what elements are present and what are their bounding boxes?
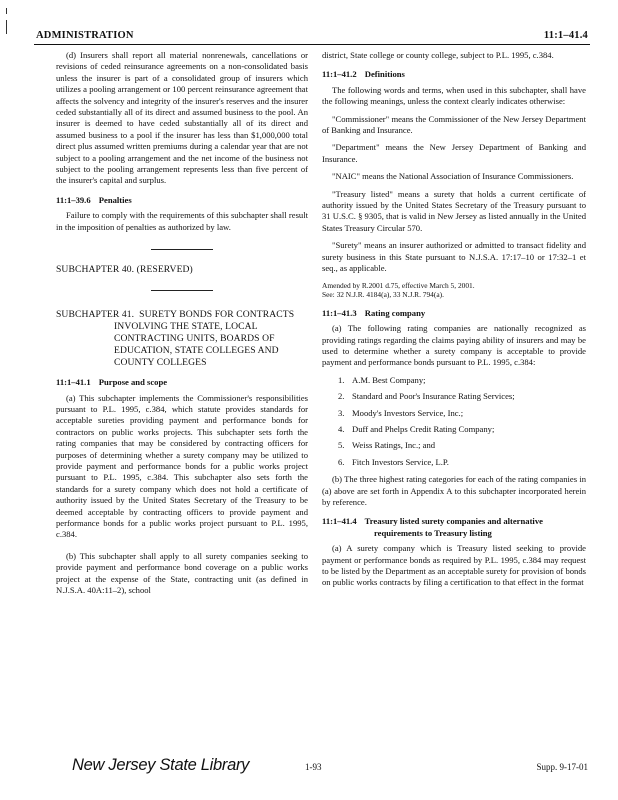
subchapter-41-title: SURETY BONDS FOR CONTRACTS INVOLVING THE STATE, LOCAL CONTRACTING UNITS, BOARDS OF EDUCATION, STATE COLLEGES AND COUNTY COLLEGES	[114, 309, 295, 369]
binder-mark	[6, 8, 7, 14]
paragraph-definitions-intro: The following words and terms, when used in this subchapter, shall have the following meanings, unless the context clearly indicates otherwise:	[322, 84, 586, 107]
section-number: 11:1–41.4	[322, 516, 357, 527]
subchapter-41-heading	[56, 309, 308, 369]
page-number: 1-93	[305, 762, 322, 772]
section-number: 11:1–41.2	[322, 69, 357, 80]
definition-commissioner: "Commissioner" means the Commissioner of the New Jersey Department of Banking and Insurance.	[322, 113, 586, 136]
definition-treasury-listed: "Treasury listed" means a surety that holds a current certificate of authority issued by the United States Secretary of the Treasury pursuant to 31 U.S.C. § 9305, that is valid in New Jersey as listed annually in the United States Treasury Circular 570.	[322, 188, 586, 233]
paragraph-41-3-b: (b) The three highest rating categories for each of the rating companies in (a) above are set forth in Appendix A to this subchapter incorporated herein by reference.	[322, 474, 586, 507]
definition-surety: "Surety" means an insurer authorized or admitted to transact fidelity and surety business in this State pursuant to N.J.S.A. 17:17–10 or 17:32–1 et seq., as applicable.	[322, 240, 586, 274]
paragraph-41-4-a: (a) A surety company which is Treasury listed seeking to provide payment or performance bonds as required by P.L. 1995, c.384 may request to be listed by the Department as an acceptable surety for provision of bonds on public works contracts by filing a certification to that effect in the format	[322, 543, 586, 588]
binder-mark	[6, 20, 7, 34]
list-item: 4. Duff and Phelps Credit Rating Company;	[338, 423, 495, 434]
section-heading-41-1	[56, 377, 308, 388]
paragraph-penalties: Failure to comply with the requirements of this subchapter shall result in the imposition of penalties as authorized by law.	[56, 210, 308, 232]
section-divider	[151, 249, 213, 250]
section-title: Penalties	[98, 194, 132, 205]
subchapter-40-heading: SUBCHAPTER 40. (RESERVED)	[56, 264, 193, 276]
section-number: 11:1–39.6	[56, 194, 91, 205]
list-item: 1. A.M. Best Company;	[338, 374, 426, 385]
list-item: 6. Fitch Investors Service, L.P.	[338, 456, 449, 467]
section-number: 11:1–41.1	[56, 377, 91, 388]
definition-naic: "NAIC" means the National Association of Insurance Commissioners.	[332, 171, 574, 182]
list-item: 5. Weiss Ratings, Inc.; and	[338, 440, 436, 451]
left-column	[56, 50, 308, 602]
running-header-right: 11:1–41.4	[543, 30, 588, 41]
right-column	[322, 50, 586, 595]
section-title: Rating company	[364, 307, 426, 318]
running-header-left: ADMINISTRATION	[36, 30, 134, 41]
section-title: Treasury listed surety companies and alternative requirements to Treasury listing	[364, 516, 543, 538]
section-number: 11:1–41.3	[322, 307, 357, 318]
list-item: 2. Standard and Poor's Insurance Rating Services;	[338, 391, 515, 402]
section-heading-41-2	[322, 69, 586, 80]
section-heading-41-4	[322, 516, 586, 539]
section-title: Definitions	[364, 69, 405, 80]
paragraph-41-1-b: (b) This subchapter shall apply to all surety companies seeking to provide payment and performance bond coverage on a public works project at the expense of the State, contracting unit (as defined in N.J.S.A. 40A:11–2), school	[56, 550, 308, 595]
paragraph-continued: district, State college or county college, subject to P.L. 1995, c.384.	[322, 50, 554, 60]
section-heading-39-6	[56, 195, 308, 206]
section-divider	[151, 290, 213, 291]
supplement-date: Supp. 9-17-01	[536, 762, 588, 772]
paragraph-d: (d) Insurers shall report all material nonrenewals, cancellations or revisions of ceded reinsurance agreements on a non-consolidated basis unless the insurer is part of a consolidated group of insurers which utilizes a pooling arrangement or 100 percent reinsurance agreement that affects the solvency and integrity of the insurer's reserves and the insurer ceded substantially all of its direct and assumed business to the pool. An insurer is deemed to have ceded substantially all of its direct and assumed business to a pool if the insurer has less than $1,000,000 total direct plus assumed written premiums during a calendar year that are not subject to a pooling arrangement and the net income of the business not subject to the pooling arrangement represents less than five percent of the insurer's capital and surplus.	[56, 50, 308, 186]
amendment-note-see: See: 32 N.J.R. 4184(a), 33 N.J.R. 794(a).	[322, 290, 444, 300]
library-logo: New Jersey State Library	[72, 756, 250, 774]
amendment-note-line: Amended by R.2001 d.75, effective March 5, 2001.	[322, 280, 475, 290]
paragraph-41-3-a: (a) The following rating companies are nationally recognized as providing ratings regarding the claims paying ability of insurers and may be used to determine whether a surety company is acceptable to provide payment and performance bonds pursuant to P.L. 1995, c.384:	[322, 323, 586, 368]
paragraph-41-1-a: (a) This subchapter implements the Commissioner's responsibilities pursuant to P.L. 1995, c.384, which statute provides standards for acceptable sureties providing payment and performance bonds for contractors on public works projects. This subchapter sets forth the rating companies that may be considered by contracting officers for purposes of determining whether a surety company may be utilized to provide payment and performance bonds for a public works project pursuant to P.L. 1995, c.384. This subchapter also sets forth the standards for a surety company which does not hold a certificate of authority issued by the United States Secretary of the Treasury to be deemed acceptable by contracting officers to provide payment and performance bonds for a public works project pursuant to P.L. 1995, c.384.	[56, 392, 308, 540]
subchapter-41-label: SUBCHAPTER 41.	[56, 309, 135, 321]
section-heading-41-3	[322, 308, 586, 319]
list-item: 3. Moody's Investors Service, Inc.;	[338, 407, 464, 418]
section-title: Purpose and scope	[98, 377, 168, 388]
definition-department: "Department" means the New Jersey Department of Banking and Insurance.	[322, 142, 586, 164]
rating-company-list	[322, 375, 586, 468]
header-rule	[34, 44, 590, 45]
amendment-note	[322, 281, 586, 300]
